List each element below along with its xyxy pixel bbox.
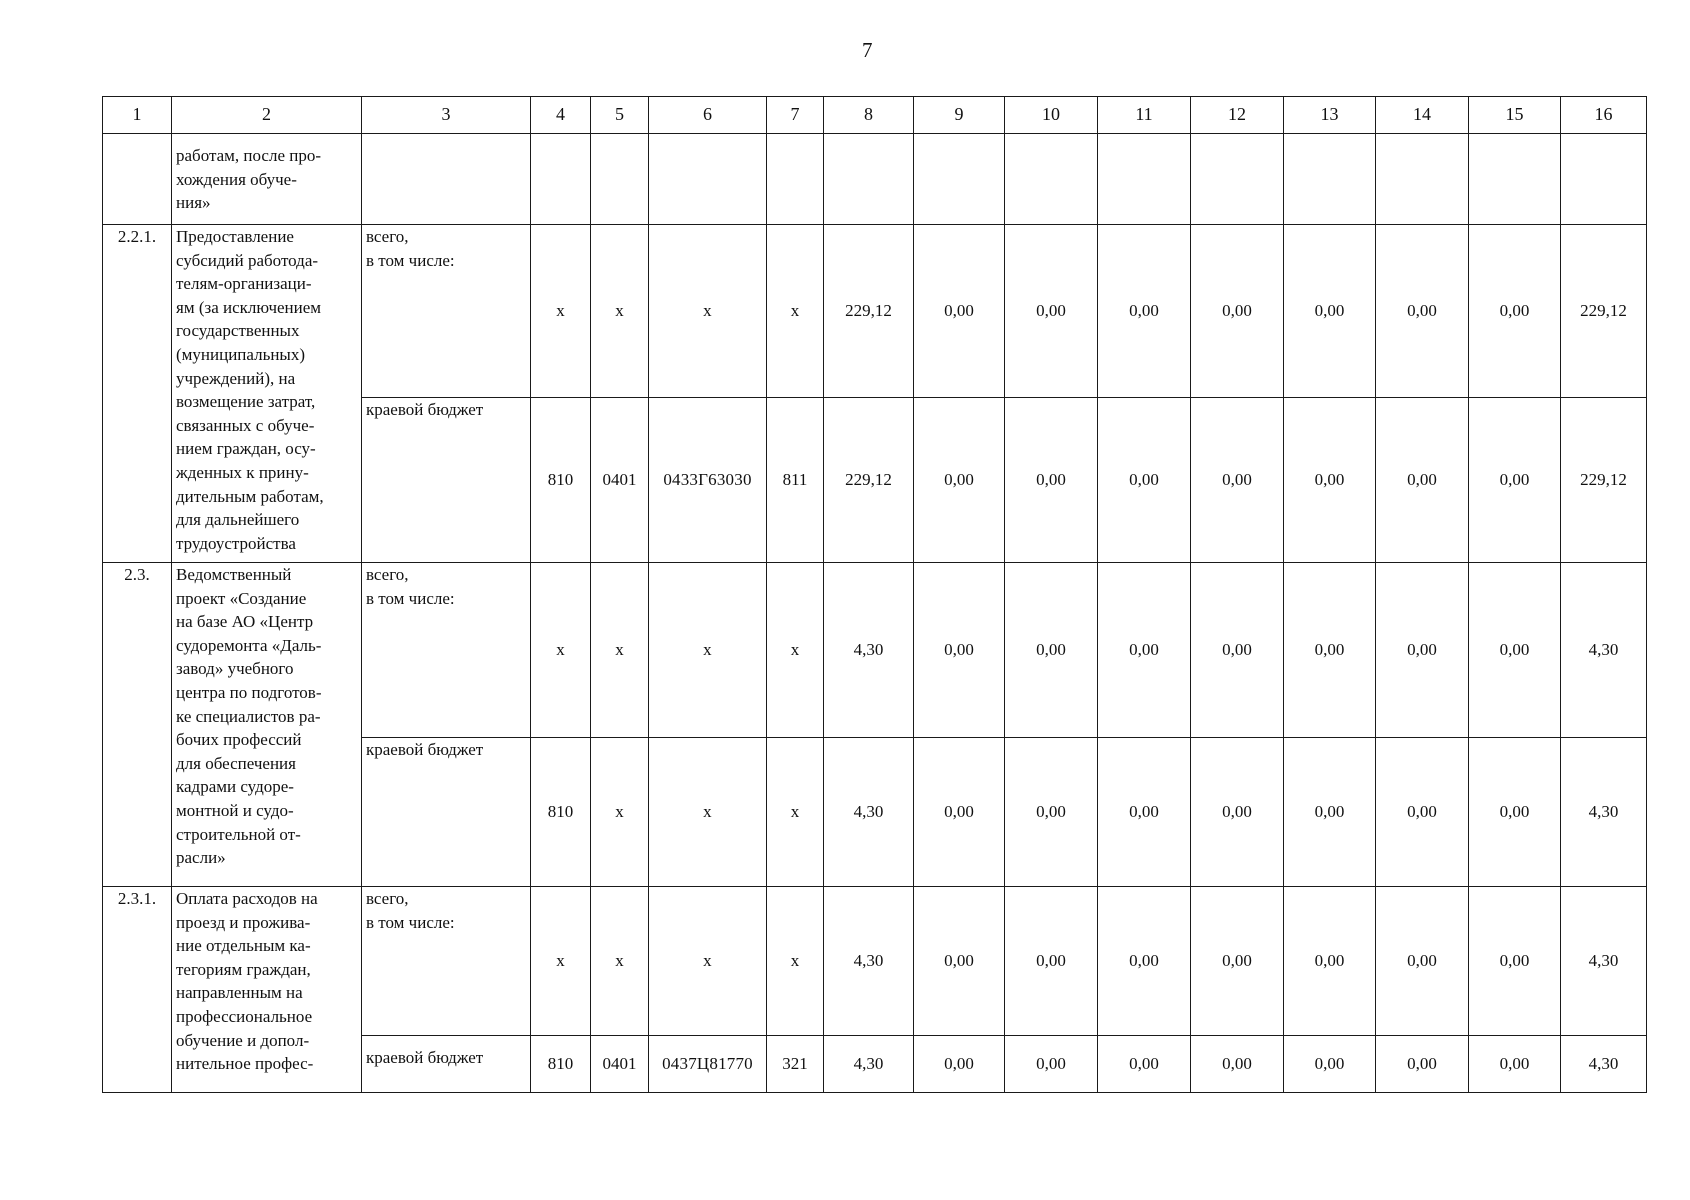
value-cell-col-9: 0,00 <box>914 563 1005 738</box>
value-cell-col-12: 0,00 <box>1191 1036 1284 1093</box>
value-cell-col-8: 229,12 <box>824 398 914 563</box>
value-cell-col-4: х <box>531 225 591 398</box>
value-cell-col-4: 810 <box>531 1036 591 1093</box>
value-cell-col-13: 0,00 <box>1284 887 1376 1036</box>
text-line: направленным на <box>176 983 303 1003</box>
value-cell-col-6: 0437Ц81770 <box>649 1036 767 1093</box>
text-line: Оплата расходов на <box>176 889 318 908</box>
text-line: государственных <box>176 321 300 341</box>
value-cell-col-7: х <box>767 225 824 398</box>
text-line: кадрами судоре- <box>176 777 294 797</box>
value-cell-col-10: 0,00 <box>1005 563 1098 738</box>
value-cell-col-13: 0,00 <box>1284 1036 1376 1093</box>
value-cell-col-11: 0,00 <box>1098 887 1191 1036</box>
value-cell-col-4: х <box>531 887 591 1036</box>
value-cell-col-12: 0,00 <box>1191 398 1284 563</box>
source-regional-2-3-1 <box>362 1036 531 1093</box>
header-row <box>103 97 1647 134</box>
column-header-9: 9 <box>914 97 1005 134</box>
column-header-13: 13 <box>1284 97 1376 134</box>
value-cell-col-6: х <box>649 563 767 738</box>
value-cell-col-16: 4,30 <box>1561 738 1647 887</box>
value-cell-col-16: 4,30 <box>1561 1036 1647 1093</box>
column-header-6: 6 <box>649 97 767 134</box>
text-line: в том числе: <box>366 588 455 608</box>
text-line: нием граждан, осу- <box>176 439 316 459</box>
value-cell-col-13: 0,00 <box>1284 398 1376 563</box>
text-line: ке специалистов ра- <box>176 706 321 726</box>
text-line: проезд и прожива- <box>176 912 311 932</box>
value-cell-col-14: 0,00 <box>1376 225 1469 398</box>
column-header-2: 2 <box>172 97 362 134</box>
text-line: всего, <box>366 889 409 908</box>
text-line: ние отдельным ка- <box>176 936 311 956</box>
value-cell-col-5: х <box>591 887 649 1036</box>
value-cell-col-12: 0,00 <box>1191 225 1284 398</box>
value-cell-col-8: 4,30 <box>824 563 914 738</box>
value-cell-col-11: 0,00 <box>1098 398 1191 563</box>
value-cell-col-8: 229,12 <box>824 225 914 398</box>
text-line: хождения обуче- <box>176 169 297 189</box>
page-number: 7 <box>862 38 873 62</box>
source-total-2-2-1 <box>362 225 531 398</box>
text-line: расли» <box>176 848 226 868</box>
row-number-2-3: 2.3. <box>103 563 172 887</box>
item-2-3-1-total-row <box>103 887 1647 1036</box>
value-cell-col-9: 0,00 <box>914 225 1005 398</box>
value-cell-col-6: х <box>649 738 767 887</box>
value-cell-col-12: 0,00 <box>1191 738 1284 887</box>
value-cell-col-15: 0,00 <box>1469 887 1561 1036</box>
text-line: монтной и судо- <box>176 800 294 820</box>
value-cell-col-6: х <box>649 887 767 1036</box>
value-cell-col-10: 0,00 <box>1005 398 1098 563</box>
value-cell-col-13: 0,00 <box>1284 563 1376 738</box>
item-description-2-3 <box>172 563 362 887</box>
text-line: проект «Создание <box>176 588 307 608</box>
text-line: возмещение затрат, <box>176 392 316 412</box>
column-header-10: 10 <box>1005 97 1098 134</box>
text-line: профессиональное <box>176 1006 313 1026</box>
value-cell-col-5: 0401 <box>591 398 649 563</box>
value-cell-col-16: 229,12 <box>1561 398 1647 563</box>
source-regional-2-2-1 <box>362 398 531 563</box>
text-line: обучение и допол- <box>176 1030 310 1050</box>
value-cell-col-16: 4,30 <box>1561 887 1647 1036</box>
column-header-11: 11 <box>1098 97 1191 134</box>
text-line: судоремонта «Даль- <box>176 635 322 655</box>
value-cell-col-15: 0,00 <box>1469 225 1561 398</box>
column-header-15: 15 <box>1469 97 1561 134</box>
value-cell-col-10: 0,00 <box>1005 738 1098 887</box>
value-cell-col-5: х <box>591 225 649 398</box>
text-line: центра по подготов- <box>176 682 322 702</box>
text-line: субсидий работода- <box>176 250 319 270</box>
column-header-1: 1 <box>103 97 172 134</box>
value-cell-col-11: 0,00 <box>1098 1036 1191 1093</box>
column-header-7: 7 <box>767 97 824 134</box>
text-line: бочих профессий <box>176 730 302 750</box>
value-cell-col-7: х <box>767 738 824 887</box>
source-cell <box>362 134 531 225</box>
text-line: тегориям граждан, <box>176 959 311 979</box>
value-cell-col-9: 0,00 <box>914 887 1005 1036</box>
text-line: связанных с обуче- <box>176 415 315 435</box>
budget-table <box>102 96 1647 1093</box>
continuation-description <box>172 134 362 225</box>
item-description-2-3-1 <box>172 887 362 1093</box>
value-cell-col-15: 0,00 <box>1469 398 1561 563</box>
text-line: Предоставление <box>176 227 294 246</box>
text-line: на базе АО «Центр <box>176 612 314 632</box>
value-cell-col-4: 810 <box>531 398 591 563</box>
value-cell-col-9: 0,00 <box>914 738 1005 887</box>
text-line: краевой бюджет <box>366 740 484 759</box>
column-header-12: 12 <box>1191 97 1284 134</box>
item-description-2-2-1 <box>172 225 362 563</box>
value-cell-col-7: 321 <box>767 1036 824 1093</box>
text-line: краевой бюджет <box>366 1048 484 1067</box>
value-cell-col-13: 0,00 <box>1284 738 1376 887</box>
text-line: дительным работам, <box>176 486 324 506</box>
value-cell-col-10: 0,00 <box>1005 1036 1098 1093</box>
value-cell-col-15: 0,00 <box>1469 1036 1561 1093</box>
text-line: нительное профес- <box>176 1054 314 1074</box>
value-cell-col-6: 0433Г63030 <box>649 398 767 563</box>
text-line: жденных к прину- <box>176 462 309 482</box>
column-header-8: 8 <box>824 97 914 134</box>
value-cell-col-10: 0,00 <box>1005 887 1098 1036</box>
value-cell-col-14: 0,00 <box>1376 1036 1469 1093</box>
column-header-16: 16 <box>1561 97 1647 134</box>
value-cell-col-15: 0,00 <box>1469 563 1561 738</box>
row-number-cell <box>103 134 172 225</box>
text-line: всего, <box>366 565 409 584</box>
value-cell-col-8: 4,30 <box>824 738 914 887</box>
value-cell-col-16: 4,30 <box>1561 563 1647 738</box>
column-header-3: 3 <box>362 97 531 134</box>
text-line: (муниципальных) <box>176 344 306 364</box>
value-cell-col-11: 0,00 <box>1098 738 1191 887</box>
value-cell-col-9: 0,00 <box>914 1036 1005 1093</box>
text-line: в том числе: <box>366 912 455 932</box>
value-cell-col-7: х <box>767 563 824 738</box>
source-total-2-3 <box>362 563 531 738</box>
text-line: в том числе: <box>366 250 455 270</box>
value-cell-col-7: х <box>767 887 824 1036</box>
column-header-5: 5 <box>591 97 649 134</box>
value-cell-col-16: 229,12 <box>1561 225 1647 398</box>
text-line: Ведомственный <box>176 565 292 584</box>
column-header-4: 4 <box>531 97 591 134</box>
value-cell-col-14: 0,00 <box>1376 398 1469 563</box>
value-cell-col-14: 0,00 <box>1376 887 1469 1036</box>
text-line: трудоустройства <box>176 533 296 553</box>
value-cell-col-9: 0,00 <box>914 398 1005 563</box>
continuation-row <box>103 134 1647 225</box>
text-line: ния» <box>176 193 211 213</box>
item-2-3-total-row <box>103 563 1647 738</box>
value-cell-col-15: 0,00 <box>1469 738 1561 887</box>
value-cell-col-10: 0,00 <box>1005 225 1098 398</box>
value-cell-col-6: х <box>649 225 767 398</box>
text-line: завод» учебного <box>176 659 294 679</box>
text-line: телям-организаци- <box>176 274 312 294</box>
column-header-14: 14 <box>1376 97 1469 134</box>
value-cell-col-5: 0401 <box>591 1036 649 1093</box>
value-cell-col-14: 0,00 <box>1376 563 1469 738</box>
text-line: для обеспечения <box>176 753 296 773</box>
row-number-2-2-1: 2.2.1. <box>103 225 172 563</box>
value-cell-col-8: 4,30 <box>824 887 914 1036</box>
value-cell-col-4: х <box>531 563 591 738</box>
value-cell-col-13: 0,00 <box>1284 225 1376 398</box>
source-regional-2-3 <box>362 738 531 887</box>
value-cell-col-14: 0,00 <box>1376 738 1469 887</box>
item-2-2-1-total-row <box>103 225 1647 398</box>
text-line: краевой бюджет <box>366 400 484 419</box>
value-cell-col-7: 811 <box>767 398 824 563</box>
source-total-2-3-1 <box>362 887 531 1036</box>
value-cell-col-8: 4,30 <box>824 1036 914 1093</box>
value-cell-col-12: 0,00 <box>1191 563 1284 738</box>
text-line: строительной от- <box>176 824 301 844</box>
value-cell-col-11: 0,00 <box>1098 225 1191 398</box>
text-line: ям (за исключением <box>176 297 322 317</box>
text-line: для дальнейшего <box>176 510 300 530</box>
value-cell-col-4: 810 <box>531 738 591 887</box>
row-number-2-3-1: 2.3.1. <box>103 887 172 1093</box>
value-cell-col-11: 0,00 <box>1098 563 1191 738</box>
value-cell-col-12: 0,00 <box>1191 887 1284 1036</box>
text-line: всего, <box>366 227 409 246</box>
value-cell-col-5: х <box>591 563 649 738</box>
text-line: работам, после про- <box>176 146 322 165</box>
text-line: учреждений), на <box>176 368 296 388</box>
value-cell-col-5: х <box>591 738 649 887</box>
